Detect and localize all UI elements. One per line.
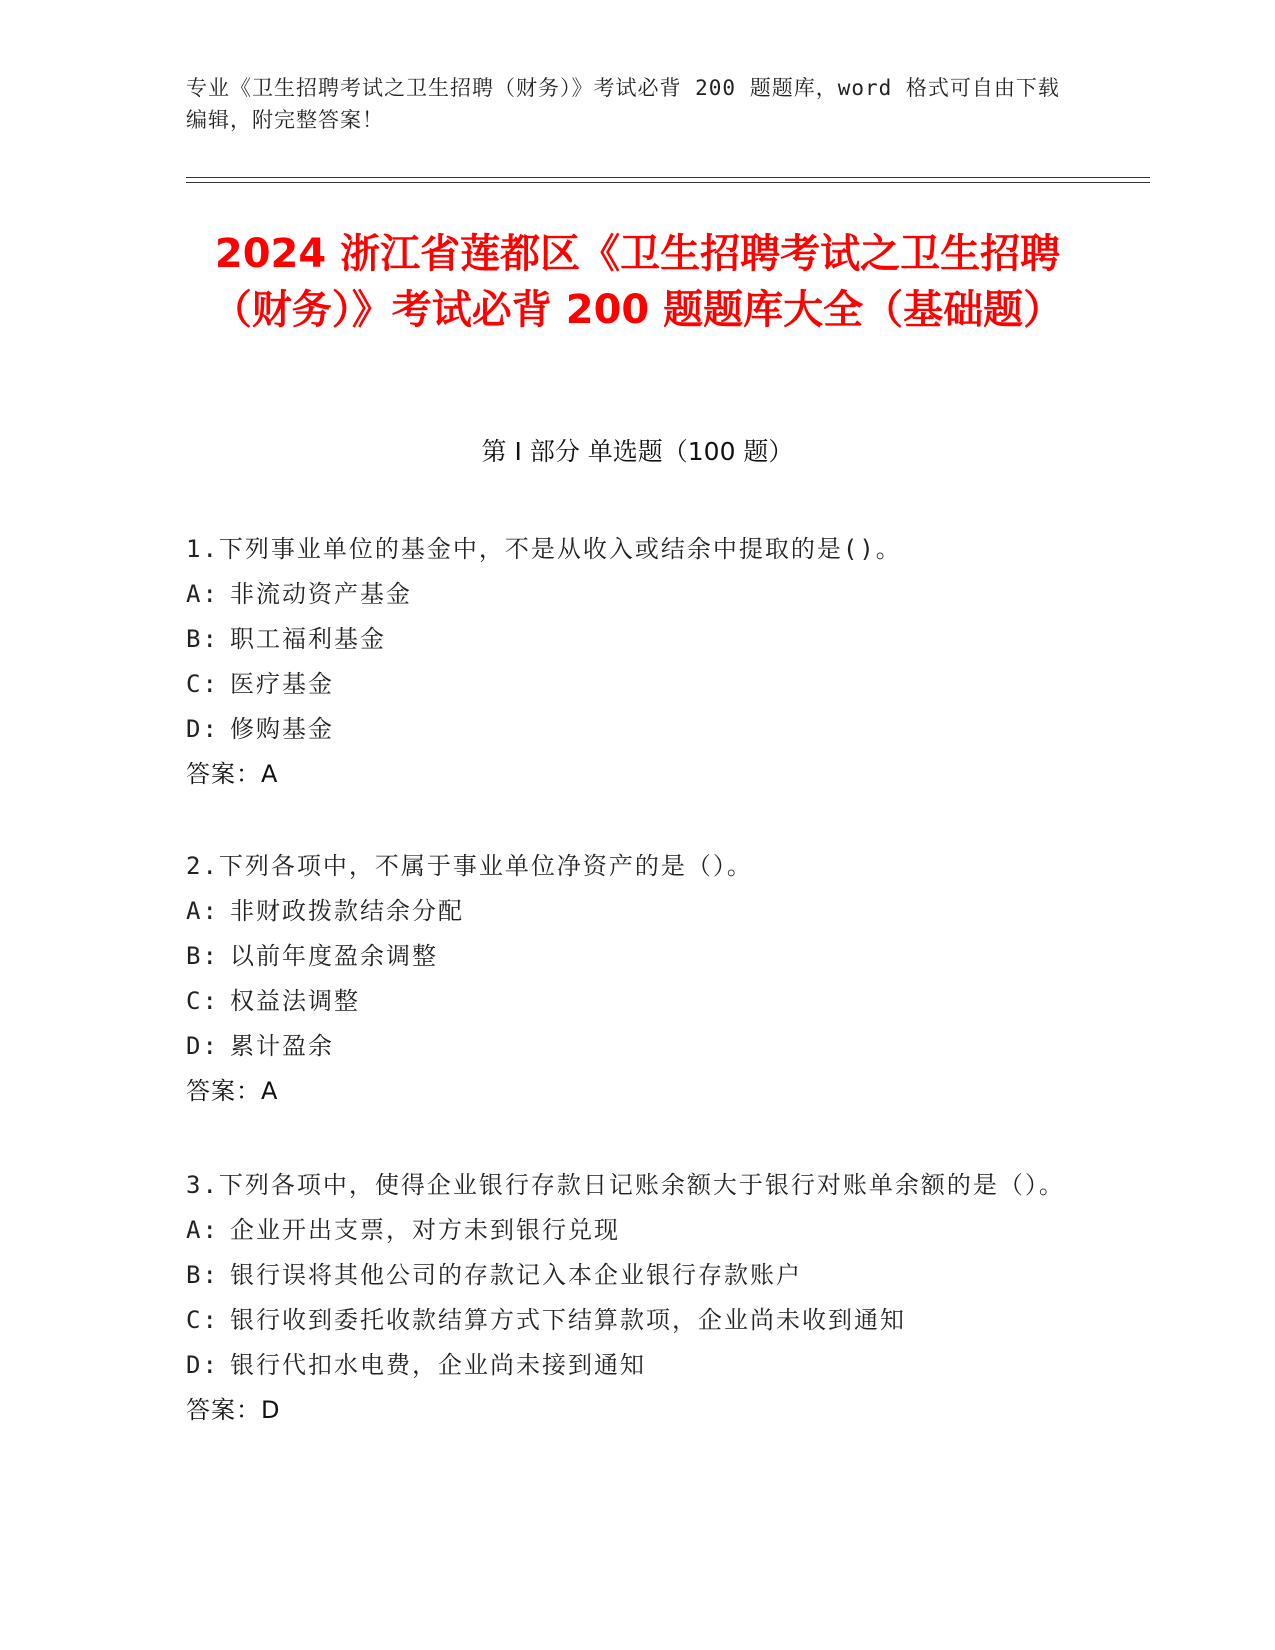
option-a [186,889,1086,934]
answer-line: 答案：D [186,1396,281,1424]
question-block [186,527,1086,797]
option-key: B: [186,942,219,970]
option-text: 银行误将其他公司的存款记入本企业银行存款账户 [230,1261,802,1289]
answer-line: 答案：A [186,760,279,788]
option-key: D: [186,1351,219,1379]
option-text: 非流动资产基金 [230,580,412,608]
option-key: A: [186,1216,219,1244]
option-a [186,572,1086,617]
option-text: 非财政拨款结余分配 [230,897,464,925]
option-text: 企业开出支票，对方未到银行兑现 [230,1216,620,1244]
option-key: C: [186,1306,219,1334]
option-b [186,1253,1086,1298]
option-d [186,707,1086,752]
option-b [186,617,1086,662]
section-heading: 第 I 部分 单选题（100 题） [481,437,794,466]
option-c [186,662,1086,707]
question-block [186,844,1086,1114]
header-rule-top [186,177,1150,178]
option-text: 修购基金 [230,715,334,743]
option-key: D: [186,1032,219,1060]
header-rule-bottom [186,182,1150,183]
document-title: 2024 浙江省莲都区《卫生招聘考试之卫生招聘（财务）》考试必背 200 题题库大全（基础题） [211,231,1064,333]
option-text: 以前年度盈余调整 [230,942,438,970]
option-c [186,1298,1086,1343]
question-stem: 3.下列各项中，使得企业银行存款日记账余额大于银行对账单余额的是（）。 [186,1171,1065,1199]
option-text: 权益法调整 [230,987,360,1015]
question-stem: 2.下列各项中，不属于事业单位净资产的是（）。 [186,852,753,880]
option-text: 医疗基金 [230,670,334,698]
option-key: B: [186,1261,219,1289]
answer-line: 答案：A [186,1077,279,1105]
option-text: 累计盈余 [230,1032,334,1060]
question-block [186,1163,1086,1433]
option-key: C: [186,670,219,698]
option-text: 职工福利基金 [230,625,386,653]
header-note: 专业《卫生招聘考试之卫生招聘（财务）》考试必背 200 题题库，word 格式可自由下载编辑，附完整答案！ [186,76,1060,132]
option-a [186,1208,1086,1253]
option-key: B: [186,625,219,653]
option-d [186,1024,1086,1069]
question-stem: 1.下列事业单位的基金中，不是从收入或结余中提取的是()。 [186,535,902,563]
option-text: 银行代扣水电费，企业尚未接到通知 [230,1351,646,1379]
option-c [186,979,1086,1024]
option-b [186,934,1086,979]
option-key: A: [186,580,219,608]
option-text: 银行收到委托收款结算方式下结算款项，企业尚未收到通知 [230,1306,906,1334]
option-d [186,1343,1086,1388]
option-key: D: [186,715,219,743]
option-key: C: [186,987,219,1015]
option-key: A: [186,897,219,925]
